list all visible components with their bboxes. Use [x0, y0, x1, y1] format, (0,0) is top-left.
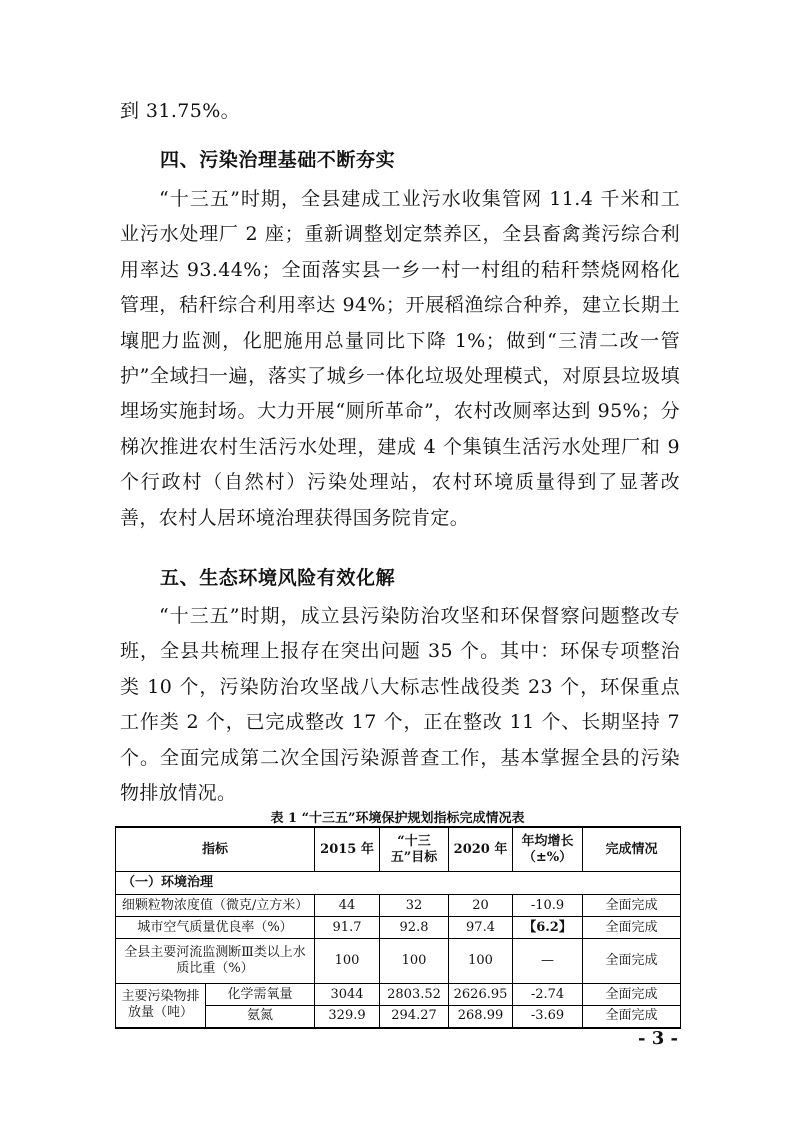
table-row	[116, 939, 681, 984]
cell-2015: 44	[315, 895, 380, 917]
cell-growth: -3.69	[513, 1006, 583, 1028]
cell-status: 全面完成	[583, 1006, 681, 1028]
row-name: 细颗粒物浓度值（微克/立方米）	[116, 895, 315, 917]
row-name: 城市空气质量优良率（%）	[116, 917, 315, 939]
cell-2015: 3044	[315, 984, 380, 1006]
page-number: - 3 -	[638, 1028, 678, 1049]
cell-2020: 100	[449, 939, 513, 984]
cell-status: 全面完成	[583, 939, 681, 984]
cell-growth: -2.74	[513, 984, 583, 1006]
indicator-table	[115, 826, 681, 1029]
cell-target: 92.8	[380, 917, 449, 939]
table-row	[116, 895, 681, 917]
section-5-body: “十三五”时期，成立县污染防治攻坚和环保督察问题整改专班，全县共梳理上报存在突出问题 35 个。其中：环保专项整治类 10 个，污染防治攻坚战八大标志性战役类 23 个，环保重点工作类 2 个，已完成整改 17 个，正在整改 11 个、长期坚持 7 个。全面完成第二次全国污染源普查工作，基本掌握全县的污染物排放情况。	[120, 605, 680, 805]
cell-2015: 91.7	[315, 917, 380, 939]
cell-2020: 20	[449, 895, 513, 917]
table-row	[116, 984, 681, 1006]
section-4-body: “十三五”时期，全县建成工业污水收集管网 11.4 千米和工业污水处理厂 2 座；重新调整划定禁养区，全县畜禽粪污综合利用率达 93.44%；全面落实县一乡一村一村组的秸秆禁烧网格化管理，秸秆综合利用率达 94%；开展稻渔综合种养，建立长期土壤肥力监测，化肥施用总量同比下降 1%；做到“三清二改一管护”全域扫一遍，落实了城乡一体化垃圾处理模式，对原县垃圾填埋场实施封场。大力开展“厕所革命”，农村改厕率达到 95%；分梯次推进农村生活污水处理，建成 4 个集镇生活污水处理厂和 9 个行政村（自然村）污染处理站，农村环境质量得到了显著改善，农村人居环境治理获得国务院肯定。	[120, 188, 680, 529]
category-label: （一）环境治理	[116, 872, 681, 895]
cell-2020: 268.99	[449, 1006, 513, 1028]
section-5-heading: 五、生态环境风险有效化解	[160, 567, 396, 589]
cell-2015: 100	[315, 939, 380, 984]
cell-2015: 329.9	[315, 1006, 380, 1028]
cell-target: 100	[380, 939, 449, 984]
section-4-heading: 四、污染治理基础不断夯实	[160, 149, 396, 171]
row-name: 全县主要河流监测断Ⅲ类以上水质比重（%）	[116, 939, 315, 984]
cell-status: 全面完成	[583, 984, 681, 1006]
header-2015: 2015 年	[315, 827, 380, 872]
cell-target: 32	[380, 895, 449, 917]
cell-growth: 【6.2】	[513, 917, 583, 939]
cell-status: 全面完成	[583, 895, 681, 917]
continued-text: 到 31.75%。	[120, 100, 241, 122]
table-category-row	[116, 872, 681, 895]
cell-2020: 2626.95	[449, 984, 513, 1006]
cell-growth: —	[513, 939, 583, 984]
header-status: 完成情况	[583, 827, 681, 872]
cell-status: 全面完成	[583, 917, 681, 939]
table-caption: 表 1 “十三五”环境保护规划指标完成情况表	[270, 811, 525, 826]
cell-target: 2803.52	[380, 984, 449, 1006]
table-row	[116, 917, 681, 939]
row-name: 化学需氧量	[206, 984, 315, 1006]
header-indicator: 指标	[116, 827, 315, 872]
cell-growth: -10.9	[513, 895, 583, 917]
header-growth: 年均增长（±%）	[513, 827, 583, 872]
row-name: 氨氮	[206, 1006, 315, 1028]
pollutant-group-label: 主要污染物排放量（吨）	[116, 984, 206, 1028]
table-header-row	[116, 827, 681, 872]
header-2020: 2020 年	[449, 827, 513, 872]
cell-target: 294.27	[380, 1006, 449, 1028]
header-target: “十三五”目标	[380, 827, 449, 872]
cell-2020: 97.4	[449, 917, 513, 939]
